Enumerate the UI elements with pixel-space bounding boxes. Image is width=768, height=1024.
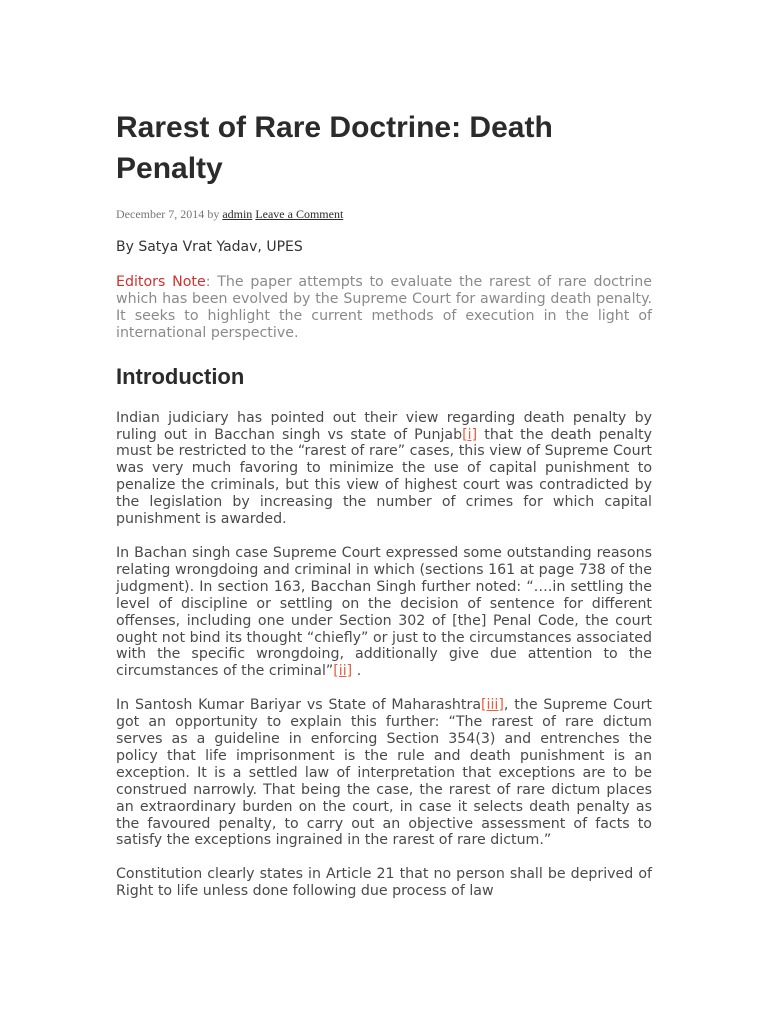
editors-note-label: Editors Note (116, 274, 206, 290)
footnote-link-i[interactable]: [i] (462, 426, 478, 443)
post-by: by (207, 207, 220, 221)
paragraph-text: , the Supreme Court got an opportunity to explain this further: “The rarest of rare dictum serves as a guideline in enforcing Section 354(3) and entrenches the policy that life imprisonment is the rule and death punishment is an exception. It is a settled law of interpretation that exceptions are to be construed narrowly. That being the case, the rarest of rare dictum places an extraordinary burden on the court, in case it selects death penalty as the favoured penalty, to carry out an objective assessment of facts to satisfy the exceptions ingrained in the rarest of rare dictum.” (116, 697, 652, 849)
article (116, 107, 652, 917)
footnote-link-iii[interactable]: [iii] (481, 697, 504, 714)
paragraph-text: . (352, 663, 362, 680)
paragraph-4: Constitution clearly states in Article 21 that no person shall be deprived of Right to life unless done following due process of law (116, 866, 652, 900)
post-date: December 7, 2014 (116, 207, 205, 221)
paragraph-text: that the death penalty must be restricted to the “rarest of rare” cases, this view of Supreme Court was very much favoring to minimize the use of capital punishment to penalize the criminals, but this view of highest court was contradicted by the legislation by increasing the number of crimes for which capital punishment is awarded. (116, 426, 652, 528)
paragraph-text: In Bachan singh case Supreme Court expressed some outstanding reasons relating wrongdoing and criminal in which (sections 161 at page 738 of the judgment). In section 163, Bacchan Singh further noted: “….in settling the level of discipline or settling on the decision of sentence for different offenses, including one under Section 302 of [the] Penal Code, the court ought not bind its thought “chiefly” or just to the circumstances associated with the specific wrongdoing, additionally give due attention to the circumstances of the criminal” (116, 544, 652, 680)
paragraph-text: In Santosh Kumar Bariyar vs State of Maharashtra (116, 697, 482, 714)
paragraph-3 (116, 697, 652, 849)
paragraph-2 (116, 545, 652, 680)
editors-note (116, 274, 652, 342)
paragraph-1 (116, 410, 652, 528)
editors-note-text: : The paper attempts to evaluate the rarest of rare doctrine which has been evolved by the Supreme Court for awarding death penalty. It seeks to highlight the current methods of execution in the light of international perspective. (116, 274, 652, 341)
section-heading-introduction: Introduction (116, 363, 245, 389)
author-link[interactable]: admin (222, 207, 253, 221)
post-meta (116, 206, 652, 222)
paragraph-text: Indian judiciary has pointed out their view regarding death penalty by ruling out in Bacchan singh vs state of Punjab (116, 409, 652, 443)
byline: By Satya Vrat Yadav, UPES (116, 239, 303, 255)
article-title: Rarest of Rare Doctrine: Death Penalty (116, 111, 553, 185)
footnote-link-ii[interactable]: [ii] (333, 663, 353, 680)
leave-comment-link[interactable]: Leave a Comment (255, 207, 344, 221)
